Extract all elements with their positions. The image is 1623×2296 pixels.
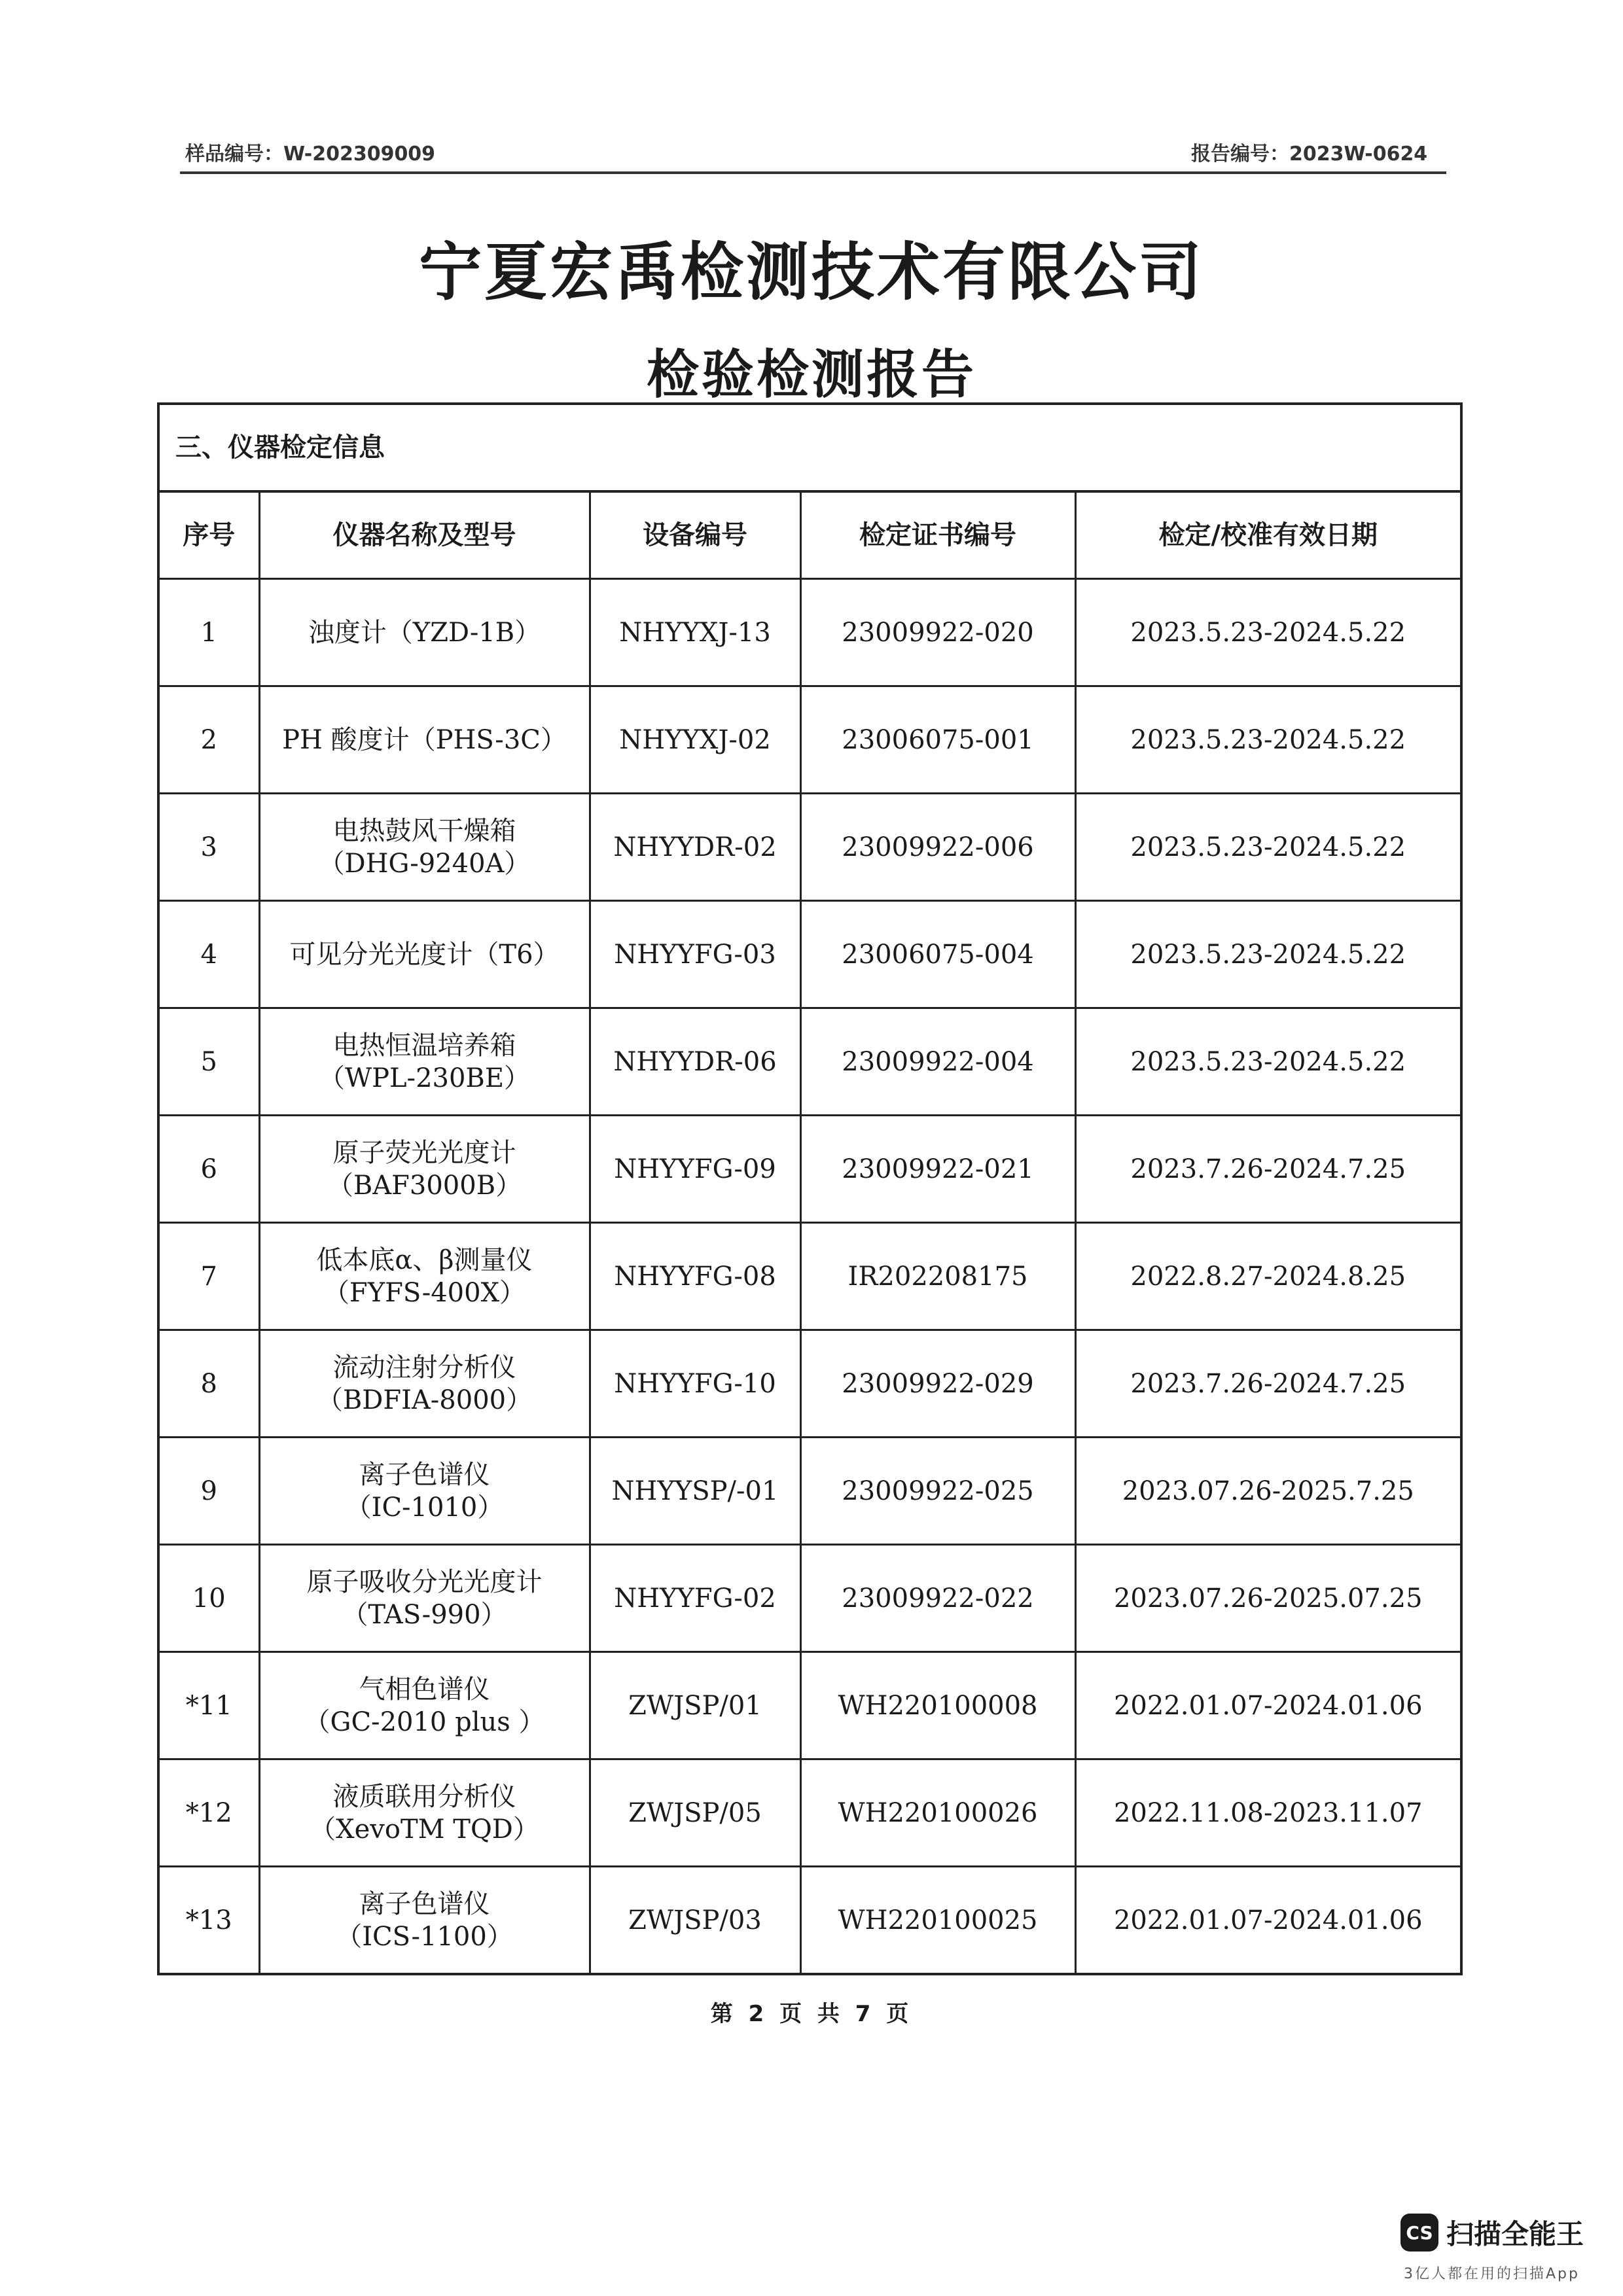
instrument-table [160,493,1460,1973]
cell-no-text: *12 [185,1797,232,1828]
cell-model-text: （IC-1010） [345,1492,504,1523]
cell-device [590,686,800,794]
cell-model-text: （FYFS-400X） [323,1277,526,1308]
cell-cert [800,1223,1075,1330]
cell-no [160,1330,259,1438]
cell-device-text: NHYYSP/-01 [611,1475,779,1506]
cell-date-text: 2023.7.26-2024.7.25 [1130,1368,1406,1399]
report-number: 报告编号：2023W-0624 [1191,143,1428,166]
cell-date-text: 2023.07.26-2025.07.25 [1113,1583,1423,1614]
cell-name [259,1545,590,1652]
cell-date [1075,1438,1460,1545]
cell-cert [800,579,1075,686]
cell-date [1075,1223,1460,1330]
cell-cert-text: 23009922-006 [842,832,1034,862]
cell-date-text: 2023.07.26-2025.7.25 [1122,1475,1414,1506]
section-title: 三、仪器检定信息 [160,405,1460,493]
cell-no [160,579,259,686]
cell-name-text: 离子色谱仪 [359,1888,490,1919]
table-row [160,1116,1460,1223]
cell-device-text: ZWJSP/03 [628,1905,762,1935]
cell-cert [800,794,1075,901]
column-header-name: 仪器名称及型号 [259,493,590,579]
cell-no-text: 3 [200,832,217,862]
cell-name [259,1438,590,1545]
cell-date-text: 2022.01.07-2024.01.06 [1113,1690,1423,1721]
page-number: 第 2 页 共 7 页 [710,2001,913,2027]
cell-date [1075,901,1460,1008]
cell-name [259,794,590,901]
cell-no [160,1008,259,1116]
cell-date [1075,1008,1460,1116]
cell-name-text: 原子吸收分光光度计 [306,1566,543,1597]
header-divider [180,171,1446,174]
cell-device-text: NHYYDR-06 [613,1046,777,1077]
cell-device-text: NHYYXJ-02 [619,724,771,755]
cell-model-text: （GC-2010 plus ） [304,1706,545,1737]
cell-name [259,1008,590,1116]
cell-date-text: 2023.5.23-2024.5.22 [1130,617,1406,648]
cell-no-text: *13 [185,1905,232,1935]
table-row [160,1545,1460,1652]
cell-name-text: 电热鼓风干燥箱 [332,815,516,846]
cell-model-text: （TAS-990） [342,1599,507,1630]
cell-device [590,1330,800,1438]
cell-no-text: 7 [200,1261,217,1292]
cell-name [259,1867,590,1973]
camscanner-tagline: 3亿人都在用的扫描App [1404,2266,1580,2282]
cell-cert-text: 23009922-025 [842,1475,1034,1506]
cell-cert-text: 23009922-022 [842,1583,1034,1614]
cell-cert [800,1330,1075,1438]
cell-device [590,1867,800,1973]
cell-no [160,1116,259,1223]
cell-date [1075,686,1460,794]
cell-device [590,1116,800,1223]
cell-name-text: 电热恒温培养箱 [332,1030,516,1061]
cell-cert-text: IR202208175 [847,1261,1028,1292]
cell-cert-text: WH220100026 [838,1797,1038,1828]
table-row [160,1867,1460,1973]
cell-cert-text: 23009922-029 [842,1368,1034,1399]
cell-device-text: NHYYFG-10 [614,1368,776,1399]
cell-name-text: 原子荧光光度计 [332,1137,516,1168]
camscanner-watermark [1400,2213,1584,2252]
table-row [160,901,1460,1008]
cell-cert [800,1438,1075,1545]
cell-device-text: NHYYFG-03 [614,939,776,970]
cell-name [259,1223,590,1330]
cell-name [259,1116,590,1223]
cell-date-text: 2022.11.08-2023.11.07 [1113,1797,1423,1828]
cell-name [259,686,590,794]
cell-no-text: 2 [200,724,217,755]
cell-date [1075,1867,1460,1973]
cell-model-text: （DHG-9240A） [318,848,531,879]
cell-no-text: 4 [200,939,217,970]
cell-date-text: 2023.5.23-2024.5.22 [1130,724,1406,755]
column-header-no: 序号 [160,493,259,579]
table-row [160,794,1460,901]
cell-device-text: NHYYFG-09 [614,1154,776,1184]
cell-device [590,1223,800,1330]
cell-date-text: 2023.7.26-2024.7.25 [1130,1154,1406,1184]
cell-model-text: （BAF3000B） [327,1170,522,1201]
company-name: 宁夏宏禹检测技术有限公司 [419,235,1204,309]
cell-name [259,579,590,686]
cell-name-text: PH 酸度计（PHS-3C） [282,724,567,755]
cell-device-text: ZWJSP/05 [628,1797,762,1828]
report-title: 检验检测报告 [647,344,976,405]
cell-cert-text: 23009922-020 [842,617,1034,648]
cell-model-text: （XevoTM TQD） [310,1814,539,1845]
cell-no [160,1652,259,1759]
sample-number: 样品编号：W-202309009 [185,143,436,166]
table-row [160,579,1460,686]
cell-date [1075,1759,1460,1867]
cell-name [259,1330,590,1438]
cell-device [590,1545,800,1652]
cell-no-text: 5 [200,1046,217,1077]
cell-cert [800,686,1075,794]
column-header-device: 设备编号 [590,493,800,579]
cell-model-text: （WPL-230BE） [318,1063,531,1093]
cell-date [1075,1652,1460,1759]
cell-no-text: *11 [185,1690,232,1721]
cell-no-text: 8 [200,1368,217,1399]
cell-no [160,1867,259,1973]
cell-model-text: （ICS-1100） [336,1921,513,1952]
cell-date [1075,794,1460,901]
cell-device [590,1008,800,1116]
cell-name-text: 低本底α、β测量仪 [316,1245,533,1275]
cell-device-text: NHYYXJ-13 [619,617,771,648]
camscanner-brand: 扫描全能王 [1446,2218,1584,2250]
cell-cert-text: WH220100025 [838,1905,1038,1935]
cell-cert [800,1867,1075,1973]
cell-cert [800,1652,1075,1759]
table-row [160,1223,1460,1330]
camscanner-logo-icon: CS [1400,2214,1438,2252]
cell-name-text: 离子色谱仪 [359,1459,490,1490]
table-header-row [160,493,1460,579]
cell-no [160,794,259,901]
cell-date [1075,1116,1460,1223]
cell-date [1075,579,1460,686]
cell-cert-text: 23006075-001 [842,724,1034,755]
cell-date-text: 2023.5.23-2024.5.22 [1130,1046,1406,1077]
cell-name-text: 气相色谱仪 [359,1674,490,1704]
column-header-cert: 检定证书编号 [800,493,1075,579]
cell-no [160,1545,259,1652]
cell-cert [800,901,1075,1008]
cell-cert-text: 23009922-004 [842,1046,1034,1077]
cell-no-text: 10 [192,1583,226,1614]
cell-cert-text: 23009922-021 [842,1154,1034,1184]
cell-no-text: 1 [200,617,217,648]
cell-no-text: 9 [200,1475,217,1506]
cell-date [1075,1545,1460,1652]
cell-device [590,1438,800,1545]
cell-cert [800,1759,1075,1867]
cell-device [590,794,800,901]
cell-device [590,1652,800,1759]
cell-date [1075,1330,1460,1438]
table-row [160,686,1460,794]
cell-cert [800,1116,1075,1223]
cell-name [259,901,590,1008]
cell-cert [800,1008,1075,1116]
cell-device [590,1759,800,1867]
cell-name-text: 可见分光光度计（T6） [289,939,560,970]
cell-device [590,901,800,1008]
table-row [160,1652,1460,1759]
cell-date-text: 2023.5.23-2024.5.22 [1130,832,1406,862]
table-row [160,1438,1460,1545]
cell-no [160,901,259,1008]
cell-model-text: （BDFIA-8000） [316,1385,533,1415]
table-body [160,579,1460,1973]
cell-cert-text: 23006075-004 [842,939,1034,970]
cell-device-text: NHYYDR-02 [613,832,777,862]
cell-name-text: 流动注射分析仪 [332,1352,516,1383]
cell-no-text: 6 [200,1154,217,1184]
cell-date-text: 2022.8.27-2024.8.25 [1130,1261,1406,1292]
instrument-table-frame [157,402,1463,1975]
cell-device [590,579,800,686]
table-row [160,1759,1460,1867]
cell-date-text: 2023.5.23-2024.5.22 [1130,939,1406,970]
cell-name-text: 液质联用分析仪 [332,1781,516,1812]
cell-name-text: 浊度计（YZD-1B） [308,617,541,648]
cell-no [160,1223,259,1330]
table-row [160,1008,1460,1116]
table-row [160,1330,1460,1438]
cell-date-text: 2022.01.07-2024.01.06 [1113,1905,1423,1935]
cell-device-text: NHYYFG-02 [614,1583,776,1614]
cell-name [259,1652,590,1759]
cell-device-text: NHYYFG-08 [614,1261,776,1292]
cell-cert-text: WH220100008 [838,1690,1038,1721]
column-header-date: 检定/校准有效日期 [1075,493,1460,579]
cell-no [160,1759,259,1867]
cell-name [259,1759,590,1867]
cell-no [160,1438,259,1545]
cell-no [160,686,259,794]
cell-cert [800,1545,1075,1652]
cell-device-text: ZWJSP/01 [628,1690,762,1721]
